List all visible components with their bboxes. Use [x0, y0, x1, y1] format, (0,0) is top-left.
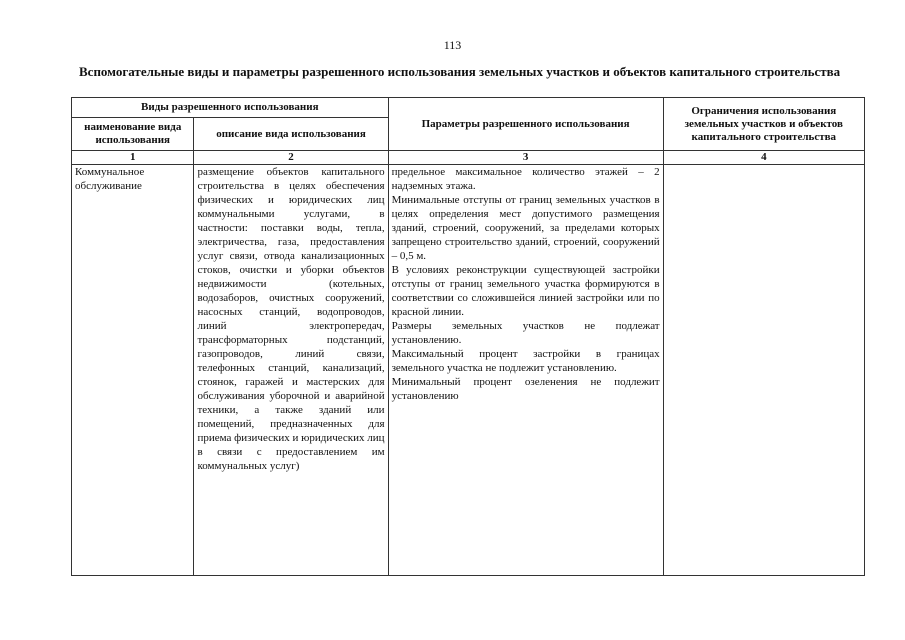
header-restrictions: Ограничения использования земельных участков и объектов капитального строительства: [663, 98, 864, 151]
parameter-paragraph: предельное максимальное количество этажей – 2 надземных этажа.: [391, 166, 660, 192]
parameter-paragraph: Размеры земельных участков не подлежат установлению.: [391, 320, 660, 346]
cell-restrictions: [663, 165, 864, 576]
cell-usage-description: размещение объектов капитального строительства в целях обеспечения физических и юридических лиц коммунальными услугами, в частности: поставки воды, тепла, электричества, газа, предоставления услуг связи, отвода канализационных стоков, очистки и уборки объектов недвижимости (котельных, водозаборов, очистных сооружений, насосных станций, водопроводов, линий электропередач, трансформаторных подстанций, газопроводов, линий связи, телефонных станций, канализаций, стоянок, гаражей и мастерских для обслуживания уборочной и аварийной техники, а также зданий или помещений, предназначенных для приема физических и юридических лиц в связи с предоставлением им коммунальных услуг): [194, 165, 388, 576]
column-number-3: 3: [388, 151, 663, 165]
header-name: наименование вида использования: [72, 118, 194, 151]
header-row-1: [72, 98, 865, 118]
cell-usage-name: Коммунальное обслуживание: [72, 165, 194, 576]
header-description: описание вида использования: [194, 118, 388, 151]
parameter-paragraph: Минимальный процент озеленения не подлежит установлению: [391, 376, 660, 402]
column-number-4: 4: [663, 151, 864, 165]
table-row: [72, 165, 865, 576]
parameter-paragraph: В условиях реконструкции существующей застройки отступы от границ земельного участка формируются в соответствии со сложившейся линией застройки или по красной линии.: [391, 264, 660, 318]
header-group-usage-types: Виды разрешенного использования: [72, 98, 389, 118]
column-number-1: 1: [72, 151, 194, 165]
parameter-paragraph: Максимальный процент застройки в границах земельного участка не подлежит установлению.: [391, 348, 660, 374]
land-use-table: [71, 97, 865, 576]
parameter-paragraph: Минимальные отступы от границ земельных участков в целях определения мест допустимого размещения зданий, строений, сооружений, за пределами которых запрещено строительство зданий, строений, сооружений – 0,5 м.: [391, 194, 660, 262]
page-number: 113: [443, 38, 462, 52]
column-number-2: 2: [194, 151, 388, 165]
document-title: Вспомогательные виды и параметры разрешенного использования земельных участков и объектов капитального строительства: [79, 64, 841, 79]
header-number-row: [72, 151, 865, 165]
cell-parameters: [388, 165, 663, 576]
header-parameters: Параметры разрешенного использования: [388, 98, 663, 151]
